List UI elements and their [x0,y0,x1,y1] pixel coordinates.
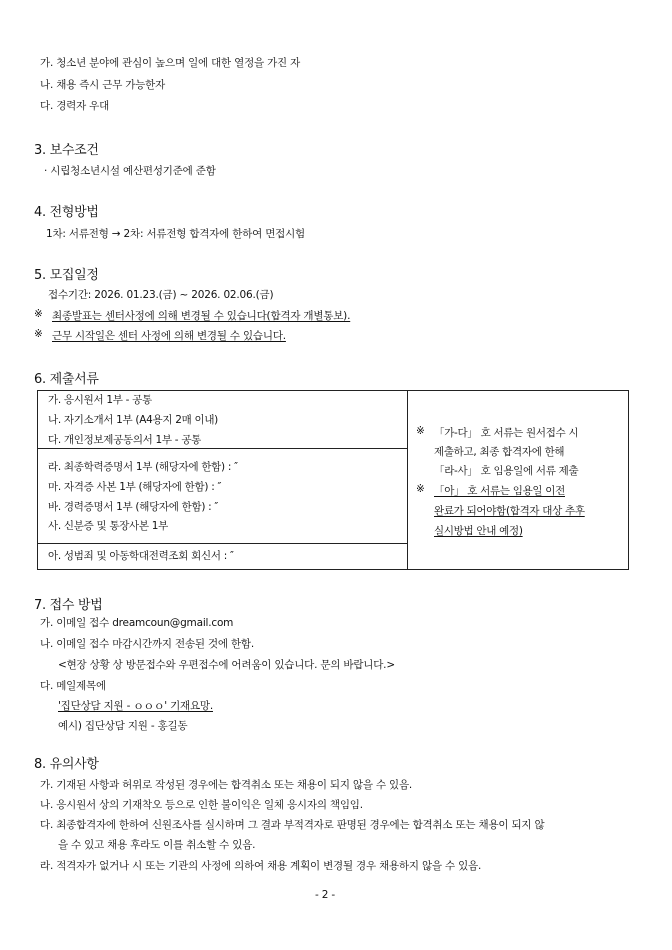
submission-subject-example: 예시) 집단상담 지원 - 홍길동 [58,720,188,732]
schedule-note2: 근무 시작일은 센터 사정에 의해 변경될 수 있습니다. [52,330,286,342]
doc-row-a: 가. 응시원서 1부 - 공통 [48,394,152,406]
doc-note-line-5: 완료가 되어야함(합격자 대상 추후 [434,505,585,517]
notes-item-d: 라. 적격자가 없거나 시 또는 기관의 사정에 의하여 채용 계획이 변경될 경우 채용하지 않을 수 있음. [40,860,482,872]
qual-item-c: 다. 경력자 우대 [40,100,110,112]
pay-heading: 3. 보수조건 [34,143,99,158]
notes-heading: 8. 유의사항 [34,757,99,772]
doc-note-line-4: 「아」 호 서류는 임용일 이전 [434,485,565,497]
selection-heading: 4. 전형방법 [34,205,99,220]
documents-heading: 6. 제출서류 [34,372,99,387]
qual-item-b: 나. 채용 즉시 근무 가능한자 [40,79,166,91]
doc-note-line-2: 제출하고, 최종 합격자에 한해 [434,446,565,458]
doc-note-mark-2: ※ [416,483,425,495]
doc-note-line-3: 「라-사」 호 임용일에 서류 제출 [434,465,579,477]
doc-note-line-1: 「가-다」 호 서류는 원서접수 시 [434,427,579,439]
submission-mail-subject: 다. 메일제목에 [40,680,106,692]
schedule-note2-mark: ※ [34,328,43,340]
doc-row-h: 아. 성범죄 및 아동학대전력조회 회신서 : ″ [48,550,234,562]
notes-item-a: 가. 기재된 사항과 허위로 작성된 경우에는 합격취소 또는 채용이 되지 않을 수 있음. [40,779,413,791]
documents-group-line-2 [37,543,408,544]
doc-row-g: 사. 신분증 및 통장사본 1부 [48,520,168,532]
notes-item-c-line2: 을 수 있고 채용 후라도 이를 취소할 수 있음. [58,839,256,851]
submission-deadline-note: <현장 상황 상 방문접수와 우편접수에 어려움이 있습니다. 문의 바랍니다.> [58,659,395,671]
schedule-note1-mark: ※ [34,308,43,320]
doc-row-d: 라. 최종학력증명서 1부 (해당자에 한함) : ″ [48,461,238,473]
page-number: - 2 - [315,889,335,901]
schedule-note1: 최종발표는 센터사정에 의해 변경될 수 있습니다(합격자 개별통보). [52,310,351,322]
documents-group-line-1 [37,448,408,449]
pay-text: · 시립청소년시설 예산편성기준에 준함 [44,165,216,177]
doc-row-e: 마. 자격증 사본 1부 (해당자에 한함) : ″ [48,481,222,493]
submission-email: 가. 이메일 접수 dreamcoun@gmail.com [40,617,234,629]
submission-subject-format: '집단상담 지원 - ｏｏｏ' 기재요망. [58,700,213,712]
doc-row-c: 다. 개인정보제공동의서 1부 - 공통 [48,434,202,446]
submission-deadline: 나. 이메일 접수 마감시간까지 전송된 것에 한함. [40,638,255,650]
doc-note-line-6: 실시방법 안내 예정) [434,525,523,537]
qual-item-a: 가. 청소년 분야에 관심이 높으며 일에 대한 열정을 가진 자 [40,57,301,69]
notes-item-c-line1: 다. 최종합격자에 한하여 신원조사를 실시하며 그 결과 부적격자로 판명된 경우에는 합격취소 또는 채용이 되지 않 [40,819,545,831]
doc-note-mark-1: ※ [416,425,425,437]
selection-text: 1차: 서류전형 → 2차: 서류전형 합격자에 한하여 면접시험 [46,228,305,240]
submission-heading: 7. 접수 방법 [34,598,103,613]
notes-item-b: 나. 응시원서 상의 기재착오 등으로 인한 불이익은 일체 응시자의 책임임. [40,799,363,811]
schedule-heading: 5. 모집일정 [34,268,99,283]
doc-row-b: 나. 자기소개서 1부 (A4용지 2매 이내) [48,414,218,426]
schedule-period: 접수기간: 2026. 01.23.(금) ~ 2026. 02.06.(금) [48,289,274,301]
doc-row-f: 바. 경력증명서 1부 (해당자에 한함) : ″ [48,501,219,513]
